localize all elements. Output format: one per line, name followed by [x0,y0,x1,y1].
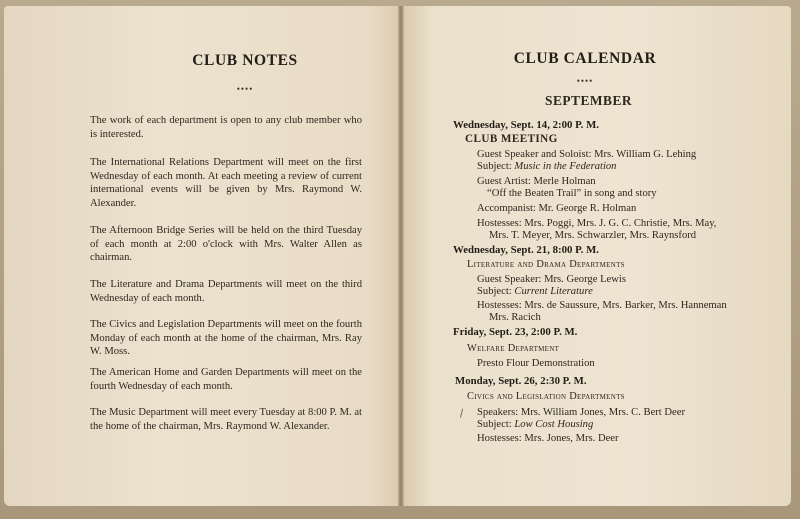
event-department: Welfare Department [467,343,560,354]
event-hostesses: Hostesses: Mrs. Jones, Mrs. Deer [477,433,619,444]
event-guest-artist: Guest Artist: Merle Holman [477,176,596,187]
event-subject: Subject: Music in the Federation [477,161,617,172]
club-notes-heading: CLUB NOTES [192,52,298,69]
note-paragraph: The Music Department will meet every Tuesday at 8:00 P. M. at the home of the chairman, Mrs. Raymond W. Alexander. [90,407,362,432]
event-hostesses: Hostesses: Mrs. de Saussure, Mrs. Barker, Mrs. Hanneman [477,300,727,311]
booklet-spine [398,6,404,506]
event-subject: Subject: Low Cost Housing [477,419,594,430]
event-date: Monday, Sept. 26, 2:30 P. M. [455,375,587,387]
note-paragraph: The work of each department is open to any club member who is interested. [90,115,362,140]
note-paragraph: The Literature and Drama Departments will meet on the third Wednesday of each month. [90,279,362,304]
event-department: Civics and Legislation Departments [467,391,625,402]
event-hostesses-cont: Mrs. T. Meyer, Mrs. Schwarzler, Mrs. Raynsford [489,230,697,241]
event-hostesses: Hostesses: Mrs. Poggi, Mrs. J. G. C. Christie, Mrs. May, [477,218,717,229]
event-subject: Subject: Current Literature [477,286,593,297]
event-title: CLUB MEETING [465,133,558,145]
note-paragraph: The American Home and Garden Departments will meet on the fourth Wednesday of each month. [90,367,362,392]
event-date: Wednesday, Sept. 14, 2:00 P. M. [453,119,599,131]
note-paragraph: The Civics and Legislation Departments will meet on the fourth Monday of each month at the home of the chairman, Mrs. Ray W. Moss. [90,319,362,358]
event-department: Literature and Drama Departments [467,259,625,270]
club-calendar-heading: CLUB CALENDAR [513,50,657,67]
ornament: •••• [236,84,254,94]
event-date: Friday, Sept. 23, 2:00 P. M. [453,326,578,338]
event-accompanist: Accompanist: Mr. George R. Holman [477,203,637,214]
ornament: •••• [576,76,594,86]
event-program: Presto Flour Demonstration [477,358,595,369]
event-speakers: Speakers: Mrs. William Jones, Mrs. C. Bert Deer [477,407,685,418]
event-date: Wednesday, Sept. 21, 8:00 P. M. [453,244,599,256]
event-artist-program: “Off the Beaten Trail” in song and story [487,188,657,199]
event-guest-speaker: Guest Speaker and Soloist: Mrs. William G. Lehing [477,149,697,160]
month-heading: SEPTEMBER [545,93,633,108]
note-paragraph: The Afternoon Bridge Series will be held on the third Tuesday of each month at 2:00 o'clock with Mrs. Walter Allen as chairman. [90,225,362,264]
event-guest-speaker: Guest Speaker: Mrs. George Lewis [477,274,626,285]
note-paragraph: The International Relations Department will meet on the first Wednesday of each month. At each meeting a review of current international events will be given by Mrs. Raymond W. Alexander. [90,157,362,209]
event-hostesses-cont: Mrs. Racich [489,312,541,323]
